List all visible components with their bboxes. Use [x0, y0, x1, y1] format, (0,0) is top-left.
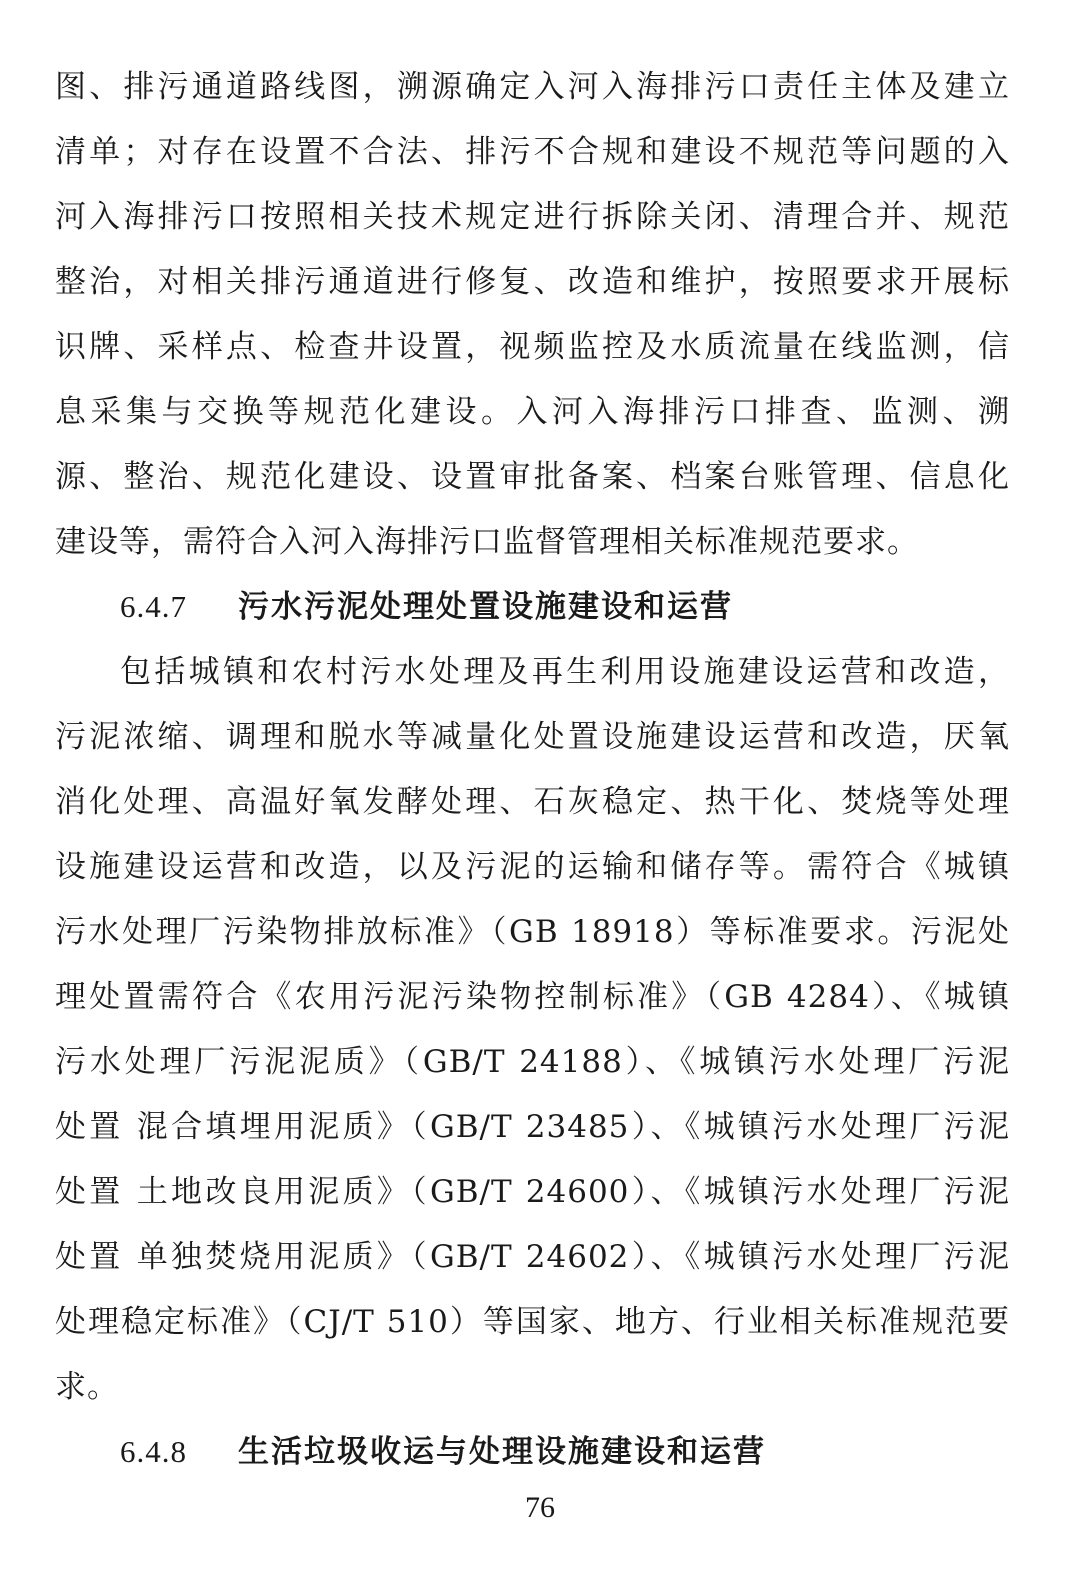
section-heading-6-4-7: [120, 582, 733, 632]
section-number: 6.4.8: [120, 1434, 187, 1469]
paragraph-line: 包括城镇和农村污水处理及再生利用设施建设运营和改造，: [120, 654, 1010, 690]
paragraph-line: 处置 混合填埋用泥质》（GB/T 23485）、《城镇污水处理厂污泥: [55, 1109, 1010, 1145]
paragraph-line: 处理稳定标准》（CJ/T 510）等国家、地方、行业相关标准规范要: [55, 1304, 1010, 1340]
paragraph-line: 设施建设运营和改造，以及污泥的运输和储存等。需符合《城镇: [55, 849, 1010, 885]
paragraph-line: 河入海排污口按照相关技术规定进行拆除关闭、清理合并、规范: [55, 199, 1010, 235]
paragraph-line: 源、整治、规范化建设、设置审批备案、档案台账管理、信息化: [55, 459, 1010, 495]
section-number: 6.4.7: [120, 589, 187, 624]
paragraph-line: 处置 土地改良用泥质》（GB/T 24600）、《城镇污水处理厂污泥: [55, 1174, 1010, 1210]
paragraph-line: 图、排污通道路线图，溯源确定入河入海排污口责任主体及建立: [55, 69, 1010, 105]
paragraph-line: 污泥浓缩、调理和脱水等减量化处置设施建设运营和改造，厌氧: [55, 719, 1010, 755]
paragraph-line: 污水处理厂污泥泥质》（GB/T 24188）、《城镇污水处理厂污泥: [55, 1044, 1010, 1080]
paragraph-line: 整治，对相关排污通道进行修复、改造和维护，按照要求开展标: [55, 264, 1010, 300]
section-title: 生活垃圾收运与处理设施建设和运营: [238, 1434, 766, 1470]
paragraph-line: 处置 单独焚烧用泥质》（GB/T 24602）、《城镇污水处理厂污泥: [55, 1239, 1010, 1275]
page-number: 76: [525, 1491, 555, 1524]
section-title: 污水污泥处理处置设施建设和运营: [238, 589, 733, 625]
section-heading-6-4-8: [120, 1427, 766, 1477]
paragraph-line: 清单；对存在设置不合法、排污不合规和建设不规范等问题的入: [55, 134, 1010, 170]
paragraph-line: 息采集与交换等规范化建设。入河入海排污口排查、监测、溯: [55, 394, 1010, 430]
paragraph-line: 污水处理厂污染物排放标准》（GB 18918）等标准要求。污泥处: [55, 914, 1010, 950]
paragraph-line: 识牌、采样点、检查井设置，视频监控及水质流量在线监测，信: [55, 329, 1010, 365]
paragraph-line: 消化处理、高温好氧发酵处理、石灰稳定、热干化、焚烧等处理: [55, 784, 1010, 820]
paragraph-line: 建设等，需符合入河入海排污口监督管理相关标准规范要求。: [55, 524, 919, 560]
paragraph-line: 求。: [55, 1369, 119, 1405]
paragraph-line: 理处置需符合《农用污泥污染物控制标准》（GB 4284）、《城镇: [55, 979, 1010, 1015]
